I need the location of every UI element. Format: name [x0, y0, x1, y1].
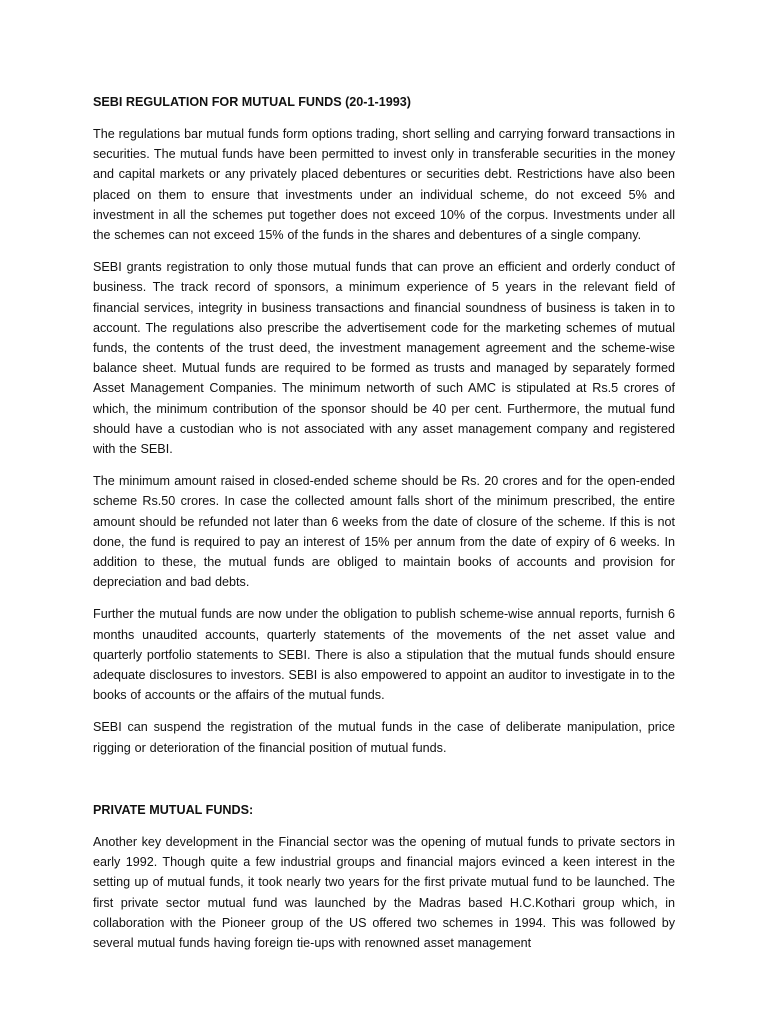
paragraph-obligations: Further the mutual funds are now under the obligation to publish scheme-wise annual reports, furnish 6 months unaudited accounts, quarterly statements of the movements of the net asset value and quarterly portfolio statements to SEBI. There is also a stipulation that the mutual funds should ensure adequate disclosures to investors. SEBI is also empowered to appoint an auditor to investigate in to the books of accounts or the affairs of the mutual funds. — [93, 607, 675, 703]
paragraph-private-funds: Another key development in the Financial sector was the opening of mutual funds to private sectors in early 1992. Though quite a few industrial groups and financial majors evinced a keen interest in the setting up of mutual funds, it took nearly two years for the first private mutual fund to be launched. The first private sector mutual fund was launched by the Madras based H.C.Kothari group which, in collaboration with the Pioneer group of the US offered two schemes in 1994. This was followed by several mutual funds having foreign tie-ups with renowned asset management — [93, 834, 675, 950]
paragraph-registration: SEBI grants registration to only those mutual funds that can prove an efficient and orderly conduct of business. The track record of sponsors, a minimum experience of 5 years in the relevant field of financial services, integrity in business transactions and financial soundness of business is taken in to account. The regulations also prescribe the advertisement code for the marketing schemes of mutual funds, the contents of the trust deed, the investment management agreement and the scheme-wise balance sheet. Mutual funds are required to be formed as trusts and managed by separately formed Asset Management Companies. The minimum networth of such AMC is stipulated at Rs.5 crores of which, the minimum contribution of the sponsor should be 40 per cent. Furthermore, the mutual fund should have a custodian who is not associated with any asset management company and registered with the SEBI. — [93, 260, 675, 457]
section-heading-sebi-regulation: SEBI REGULATION FOR MUTUAL FUNDS (20-1-1993) — [93, 95, 411, 109]
paragraph-suspension: SEBI can suspend the registration of the mutual funds in the case of deliberate manipulation, price rigging or deterioration of the financial position of mutual funds. — [93, 720, 675, 755]
paragraph-regulations: The regulations bar mutual funds form options trading, short selling and carrying forward transactions in securities. The mutual funds have been permitted to invest only in transferable securities in the money and capital markets or any privately placed debentures or securities debt. Restrictions have also been placed on them to ensure that investments under an individual scheme, do not exceed 5% and investment in all the schemes put together does not exceed 10% of the corpus. Investments under all the schemes can not exceed 15% of the funds in the shares and debentures of a single company. — [93, 127, 675, 243]
section-heading-private-mutual-funds: PRIVATE MUTUAL FUNDS: — [93, 802, 254, 817]
paragraph-minimum-amount: The minimum amount raised in closed-ended scheme should be Rs. 20 crores and for the open-ended scheme Rs.50 crores. In case the collected amount falls short of the minimum prescribed, the entire amount should be refunded not later than 6 weeks from the date of closure of the scheme. If this is not done, the fund is required to pay an interest of 15% per annum from the date of expiry of 6 weeks. In addition to these, the mutual funds are obliged to maintain books of accounts and provision for depreciation and bad debts. — [93, 474, 675, 590]
section-spacer — [93, 770, 675, 800]
